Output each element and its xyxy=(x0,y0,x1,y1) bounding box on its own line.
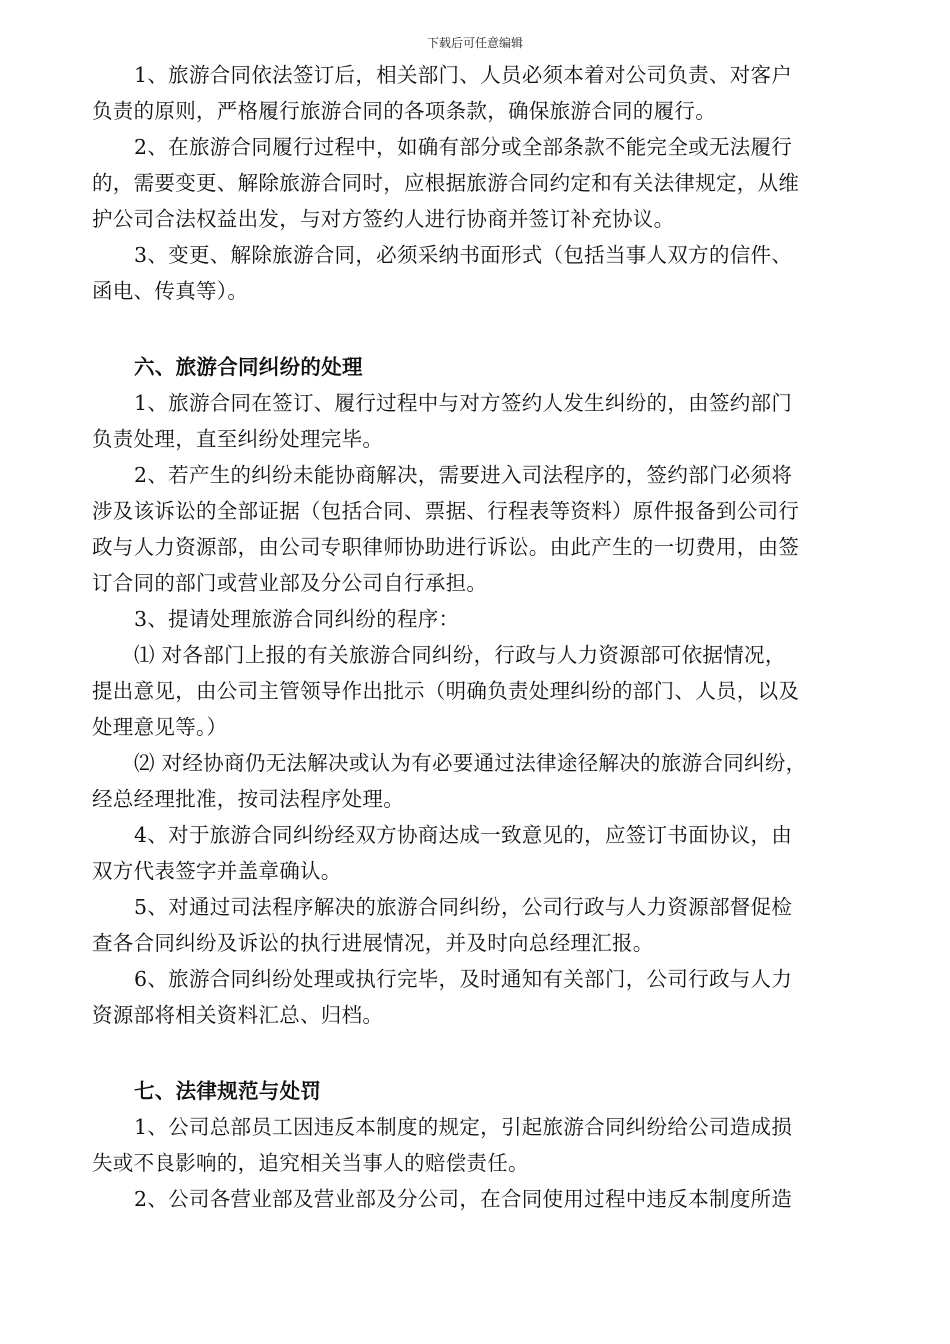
paragraph-line: 查各合同纠纷及诉讼的执行进展情况，并及时向总经理汇报。 xyxy=(92,931,654,955)
section-heading: 七、法律规范与处罚 xyxy=(134,1079,322,1103)
paragraph-line: ⑵ 对经协商仍无法解决或认为有必要通过法律途径解决的旅游合同纠纷， xyxy=(134,751,807,775)
paragraph-line: 提出意见，由公司主管领导作出批示（明确负责处理纠纷的部门、人员，以及 xyxy=(92,679,800,703)
paragraph-line: 资源部将相关资料汇总、归档。 xyxy=(92,1003,384,1027)
paragraph-line: 2、若产生的纠纷未能协商解决，需要进入司法程序的，签约部门必须将 xyxy=(134,463,793,487)
paragraph-line: 3、变更、解除旅游合同，必须采纳书面形式（包括当事人双方的信件、 xyxy=(134,243,793,267)
paragraph-line: 负责的原则，严格履行旅游合同的各项条款，确保旅游合同的履行。 xyxy=(92,99,716,123)
paragraph-line: 4、对于旅游合同纠纷经双方协商达成一致意见的，应签订书面协议，由 xyxy=(134,823,793,847)
paragraph-line: 函电、传真等）。 xyxy=(92,279,249,303)
paragraph-line: 经总经理批准，按司法程序处理。 xyxy=(92,787,404,811)
section-heading: 六、旅游合同纠纷的处理 xyxy=(134,355,363,379)
paragraph-line: 1、旅游合同依法签订后，相关部门、人员必须本着对公司负责、对客户 xyxy=(134,63,793,87)
paragraph-line: 处理意见等。） xyxy=(92,715,228,739)
paragraph-line: 的，需要变更、解除旅游合同时，应根据旅游合同约定和有关法律规定，从维 xyxy=(92,171,800,195)
paragraph-line: 3、提请处理旅游合同纠纷的程序： xyxy=(134,607,460,631)
paragraph-line: 双方代表签字并盖章确认。 xyxy=(92,859,342,883)
header-note: 下载后可任意编辑 xyxy=(426,36,523,50)
paragraph-line: 护公司合法权益出发，与对方签约人进行协商并签订补充协议。 xyxy=(92,207,675,231)
paragraph-line: 5、对通过司法程序解决的旅游合同纠纷，公司行政与人力资源部督促检 xyxy=(134,895,793,919)
paragraph-line: 订合同的部门或营业部及分公司自行承担。 xyxy=(92,571,488,595)
paragraph-line: 2、公司各营业部及营业部及分公司，在合同使用过程中违反本制度所造 xyxy=(134,1187,793,1211)
paragraph-line: ⑴ 对各部门上报的有关旅游合同纠纷，行政与人力资源部可依据情况， xyxy=(134,643,786,667)
paragraph-line: 1、公司总部员工因违反本制度的规定，引起旅游合同纠纷给公司造成损 xyxy=(134,1115,793,1139)
paragraph-line: 6、旅游合同纠纷处理或执行完毕，及时通知有关部门，公司行政与人力 xyxy=(134,967,793,991)
paragraph-line: 2、在旅游合同履行过程中，如确有部分或全部条款不能完全或无法履行 xyxy=(134,135,793,159)
paragraph-line: 负责处理，直至纠纷处理完毕。 xyxy=(92,427,384,451)
paragraph-line: 失或不良影响的，追究相关当事人的赔偿责任。 xyxy=(92,1151,529,1175)
paragraph-line: 涉及该诉讼的全部证据（包括合同、票据、行程表等资料）原件报备到公司行 xyxy=(92,499,800,523)
paragraph-line: 政与人力资源部，由公司专职律师协助进行诉讼。由此产生的一切费用，由签 xyxy=(92,535,800,559)
paragraph-line: 1、旅游合同在签订、履行过程中与对方签约人发生纠纷的，由签约部门 xyxy=(134,391,793,415)
